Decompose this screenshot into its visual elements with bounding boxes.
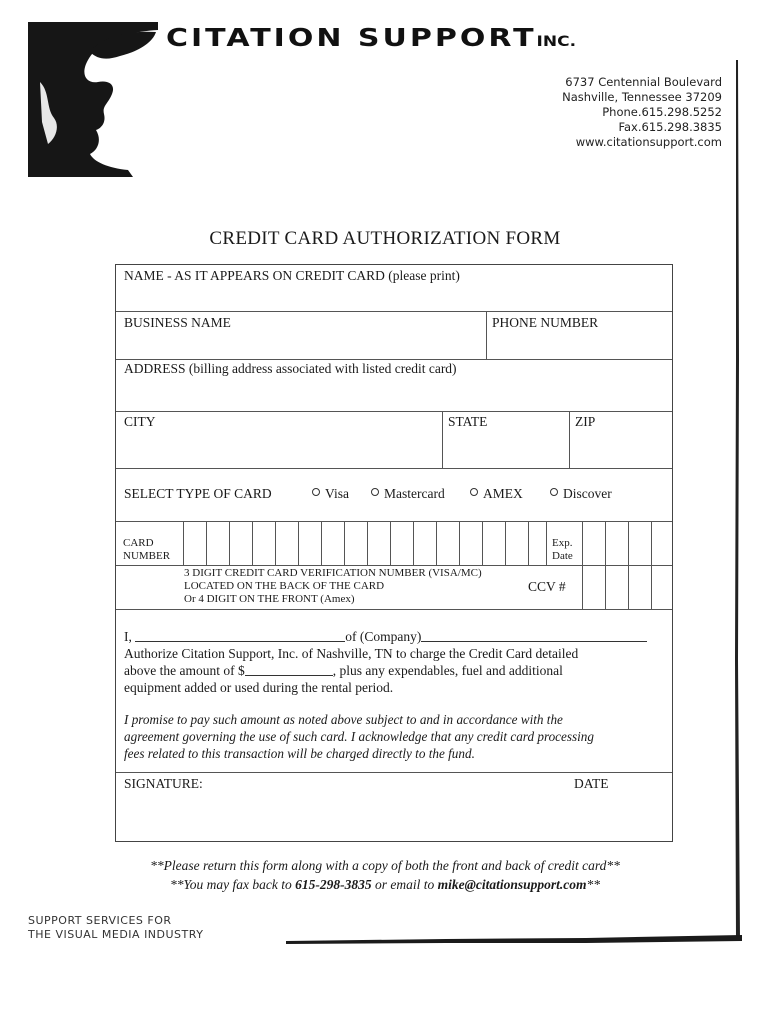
authorization-form: [115, 264, 673, 842]
signature-field[interactable]: [116, 795, 556, 841]
card-digit-cell[interactable]: [183, 521, 206, 565]
card-digit-cell[interactable]: [436, 521, 459, 565]
card-digit-cell[interactable]: [229, 521, 252, 565]
radio-circle-icon: [312, 488, 320, 496]
address-label: ADDRESS (billing address associated with listed credit card): [124, 361, 457, 376]
note-suffix: **: [586, 877, 600, 892]
state-field[interactable]: [444, 431, 567, 468]
card-digit-cell[interactable]: [275, 521, 298, 565]
zip-label: ZIP: [575, 414, 596, 429]
ccv-note-line2: LOCATED ON THE BACK OF THE CARD: [184, 580, 385, 592]
card-type-label: SELECT TYPE OF CARD: [124, 486, 272, 501]
card-digit-cell[interactable]: [482, 521, 505, 565]
tagline-line-1: SUPPORT SERVICES FOR: [28, 914, 172, 927]
card-digit-cell[interactable]: [505, 521, 528, 565]
exp-label-line1: Exp.: [552, 537, 573, 549]
ccv-label: CCV #: [528, 579, 566, 594]
ccv-note-line3: Or 4 DIGIT ON THE FRONT (Amex): [184, 593, 355, 605]
column-divider: [486, 311, 487, 359]
address-line-2: Nashville, Tennessee 37209: [562, 90, 722, 104]
auth-amount-label: above the amount of $: [124, 663, 245, 678]
company-logo-icon: [28, 22, 158, 177]
card-digit-cell[interactable]: [298, 521, 321, 565]
auth-i-label: I,: [124, 629, 132, 644]
phone-text: Phone.615.298.5252: [602, 105, 722, 119]
card-type-discover-label: Discover: [563, 486, 612, 501]
signature-label: SIGNATURE:: [124, 776, 203, 791]
return-instructions: **Please return this form along with a copy of both the front and back of credit card**: [150, 858, 620, 873]
form-title: CREDIT CARD AUTHORIZATION FORM: [209, 228, 561, 249]
phone-number-label: PHONE NUMBER: [492, 315, 599, 330]
card-digit-cell[interactable]: [390, 521, 413, 565]
business-name-label: BUSINESS NAME: [124, 315, 231, 330]
company-suffix: INC.: [536, 33, 577, 51]
tagline-line-2: THE VISUAL MEDIA INDUSTRY: [28, 928, 204, 941]
row-divider: [116, 411, 672, 412]
name-label: NAME - AS IT APPEARS ON CREDIT CARD (please print): [124, 268, 460, 283]
card-type-discover[interactable]: [550, 486, 612, 502]
radio-circle-icon: [371, 488, 379, 496]
row-divider: [116, 359, 672, 360]
ccv-note-line1: 3 DIGIT CREDIT CARD VERIFICATION NUMBER (VISA/MC): [184, 567, 482, 579]
name-field[interactable]: [116, 285, 672, 311]
business-name-field[interactable]: [116, 333, 484, 359]
ccv-digit-cell[interactable]: [605, 565, 628, 609]
card-digit-cell[interactable]: [367, 521, 390, 565]
promise-line-2: agreement governing the use of such card. I acknowledge that any credit card processing: [124, 729, 594, 744]
auth-line-1: [124, 628, 647, 645]
card-type-mastercard-label: Mastercard: [384, 486, 445, 501]
zip-field[interactable]: [571, 431, 672, 468]
fax-number-link[interactable]: 615-298-3835: [295, 877, 372, 892]
fax-text: Fax.615.298.3835: [618, 120, 722, 134]
radio-circle-icon: [470, 488, 478, 496]
page-edge-right: [734, 60, 740, 940]
card-number-label-line2: NUMBER: [123, 550, 171, 562]
promise-line-1: I promise to pay such amount as noted above subject to and in accordance with the: [124, 712, 563, 727]
card-type-amex[interactable]: [470, 486, 523, 502]
card-digit-cell[interactable]: [321, 521, 344, 565]
row-divider: [116, 468, 672, 469]
city-field[interactable]: [116, 431, 440, 468]
auth-line-3: [124, 662, 563, 679]
exp-digit-cell[interactable]: [651, 521, 673, 565]
card-digit-cell[interactable]: [459, 521, 482, 565]
card-digit-cell[interactable]: [413, 521, 436, 565]
ccv-digit-cell[interactable]: [628, 565, 651, 609]
promise-line-3: fees related to this transaction will be charged directly to the fund.: [124, 746, 475, 761]
card-digit-cell[interactable]: [252, 521, 275, 565]
row-divider: [116, 311, 672, 312]
exp-digit-cell[interactable]: [605, 521, 628, 565]
column-divider: [442, 411, 443, 468]
address-field[interactable]: [116, 379, 672, 411]
email-prefix: or email to: [371, 877, 438, 892]
phone-number-field[interactable]: [488, 333, 672, 359]
exp-label-line2: Date: [552, 550, 573, 562]
column-divider: [569, 411, 570, 468]
website-link[interactable]: www.citationsupport.com: [575, 135, 722, 149]
card-number-label-line1: CARD: [123, 537, 154, 549]
row-divider: [116, 609, 672, 610]
column-divider: [546, 521, 547, 565]
ccv-note: [184, 567, 482, 606]
ccv-digit-cell[interactable]: [582, 565, 605, 609]
exp-digit-cell[interactable]: [628, 521, 651, 565]
contact-block: [562, 75, 722, 150]
promise-paragraph: [124, 711, 594, 762]
date-field[interactable]: [566, 795, 672, 841]
fax-email-instructions: [0, 876, 770, 894]
exp-date-label: [552, 537, 573, 563]
card-type-amex-label: AMEX: [483, 486, 523, 501]
auth-amount-suffix: , plus any expendables, fuel and additional: [332, 663, 563, 678]
radio-circle-icon: [550, 488, 558, 496]
page-edge-bottom: [286, 932, 742, 946]
auth-company-label: of (Company): [345, 629, 422, 644]
row-divider: [116, 772, 672, 773]
card-digit-cell[interactable]: [206, 521, 229, 565]
exp-digit-cell[interactable]: [582, 521, 605, 565]
auth-line-2: Authorize Citation Support, Inc. of Nashville, TN to charge the Credit Card detailed: [124, 646, 579, 661]
company-name-blank[interactable]: [421, 629, 647, 642]
ccv-digit-cell[interactable]: [651, 565, 673, 609]
amount-blank[interactable]: [245, 663, 333, 676]
company-name-text: CITATION SUPPORT: [166, 24, 537, 53]
company-tagline: [28, 914, 203, 942]
city-label: CITY: [124, 414, 156, 429]
company-name: [166, 24, 576, 53]
card-number-label: [123, 537, 170, 563]
date-label: DATE: [574, 776, 609, 791]
address-line-1: 6737 Centennial Boulevard: [565, 75, 722, 89]
auth-line-4: equipment added or used during the rental period.: [124, 680, 394, 695]
card-digit-cell[interactable]: [344, 521, 367, 565]
state-label: STATE: [448, 414, 488, 429]
card-type-visa[interactable]: [312, 486, 349, 502]
card-type-visa-label: Visa: [325, 486, 349, 501]
card-digit-cell[interactable]: [528, 521, 551, 565]
email-link[interactable]: mike@citationsupport.com: [437, 877, 587, 892]
card-type-mastercard[interactable]: [371, 486, 445, 502]
fax-prefix: **You may fax back to: [170, 877, 296, 892]
authorizer-name-blank[interactable]: [135, 629, 345, 642]
